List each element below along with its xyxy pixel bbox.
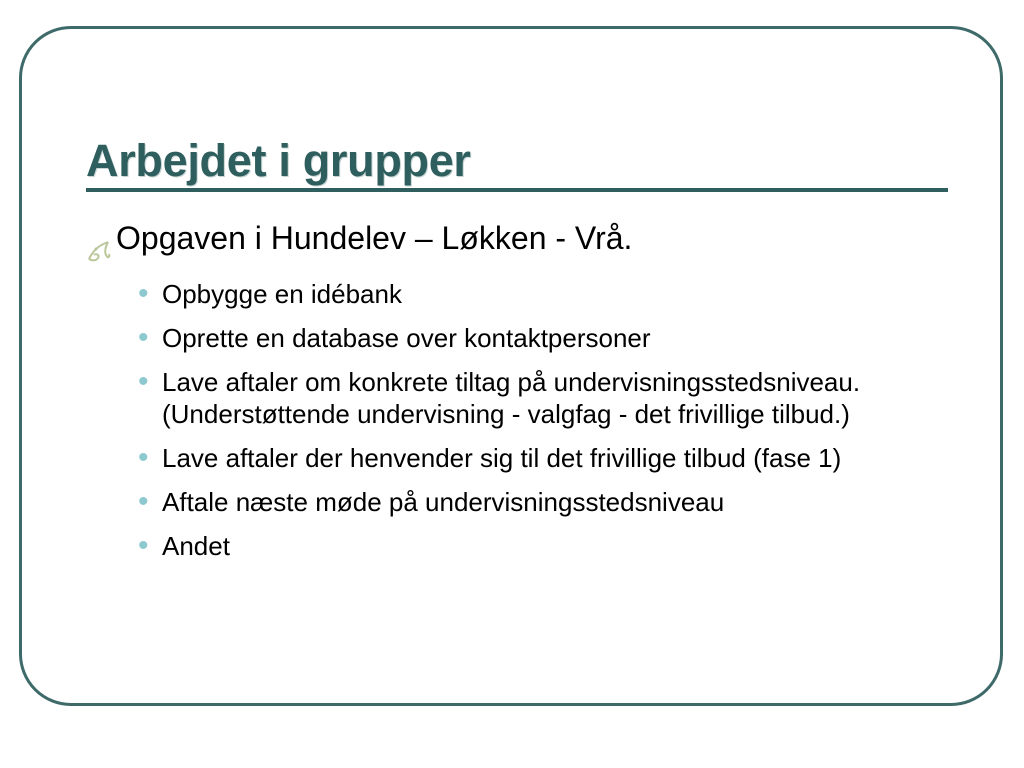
slide-content xyxy=(86,218,956,574)
list-item-text: Aftale næste møde på undervisningsstedsniveau xyxy=(162,487,725,517)
list-item xyxy=(138,486,956,518)
scroll-flourish-icon xyxy=(86,218,116,272)
list-item xyxy=(138,366,956,430)
bullet-dot-icon: • xyxy=(138,441,149,474)
bullet-dot-icon: • xyxy=(138,321,149,354)
bullet-dot-icon: • xyxy=(138,529,149,562)
main-point-text: Opgaven i Hundelev – Løkken - Vrå. xyxy=(116,220,633,256)
bullet-dot-icon: • xyxy=(138,485,149,518)
list-item-text: Lave aftaler der henvender sig til det frivillige tilbud (fase 1) xyxy=(162,443,842,473)
list-item-text: Andet xyxy=(162,531,230,561)
bullet-dot-icon: • xyxy=(138,365,149,398)
list-item-text: Oprette en database over kontaktpersoner xyxy=(162,323,651,353)
title-underline xyxy=(86,188,948,192)
list-item xyxy=(138,278,956,310)
list-item xyxy=(138,442,956,474)
list-item xyxy=(138,530,956,562)
main-point xyxy=(86,218,956,272)
list-item-text: Opbygge en idébank xyxy=(162,279,402,309)
bullet-list xyxy=(86,278,956,562)
bullet-dot-icon: • xyxy=(138,277,149,310)
list-item xyxy=(138,322,956,354)
list-item-text: Lave aftaler om konkrete tiltag på undervisningsstedsniveau. (Understøttende undervisning - valgfag - det frivillige tilbud.) xyxy=(162,367,861,429)
slide-title: Arbejdet i grupper xyxy=(86,135,471,186)
